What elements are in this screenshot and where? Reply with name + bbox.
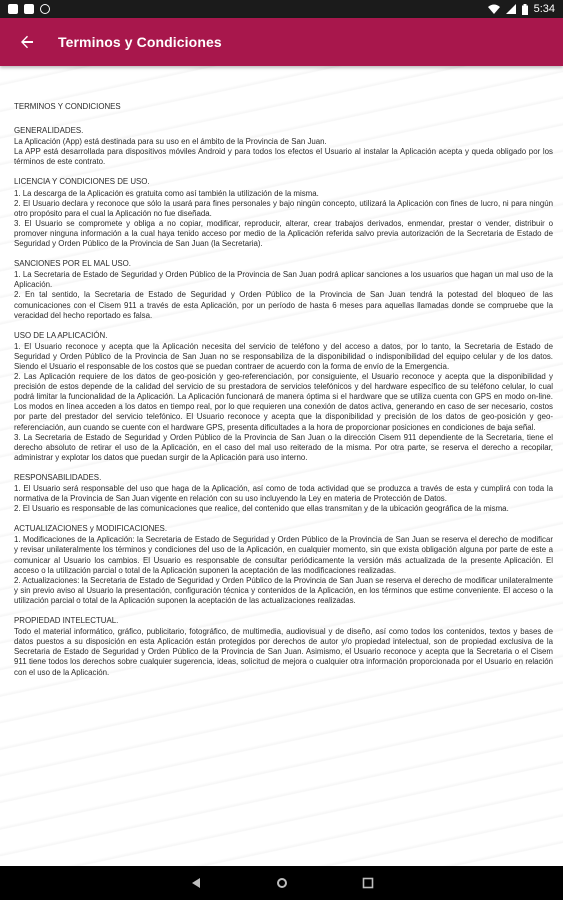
section-uso (14, 331, 553, 463)
wifi-icon (488, 4, 500, 14)
section-heading: GENERALIDADES. (14, 126, 84, 136)
back-triangle-icon (190, 877, 202, 889)
section-actualizaciones (14, 524, 553, 606)
section-paragraph: 3. La Secretaria de Estado de Seguridad y Orden Público de la Provincia de San Juan o la dirección Cisem 911 dependiente de la Secretaria, tiene el derecho absoluto de retirar el uso de la Aplicación, en el caso del mal uso reiterado de la misma. Por otra parte, se reserva el derecho a recopilar, administrar y explotar los datos que puedan surgir de la Aplicación para uso interno. (14, 432, 553, 462)
app-bar (0, 18, 563, 66)
section-paragraph: 2. El Usuario declara y reconoce que sólo la usará para fines personales y bajo ningún concepto, utilizará la Aplicación con fines de lucro, ni para ningún otro propósito para el cual la Aplicación no fue diseñada. (14, 198, 553, 218)
nav-recents-button[interactable] (360, 875, 376, 891)
battery-icon (522, 4, 528, 15)
terms-scroll-area[interactable] (0, 66, 563, 866)
section-paragraph: La Aplicación (App) está destinada para su uso en el ámbito de la Provincia de San Juan. (14, 137, 327, 147)
section-paragraph: Todo el material informático, gráfico, publicitario, fotográfico, de multimedia, audiovisual y de diseño, así como todos los contenidos, textos y bases de datos puestos a su disposición en esta Aplicación están protegidos por derechos de autor y/o propiedad intelectual, son de propiedad exclusiva de la Secretaria de Estado de Seguridad y Orden Público de la Provincia de San Juan. Asimismo, el Usuario reconoce y acepta que la Secretaria o el Cisem 911 tiene todos los derechos sobre cualquier sugerencia, ideas, solicitud de mejora o cualquier otra información proporcionada por el Usuario en relación con el uso de la Aplicación. (14, 627, 553, 677)
section-sanciones (14, 259, 553, 321)
page-title: Terminos y Condiciones (58, 34, 222, 50)
section-paragraph: 2. El Usuario es responsable de las comunicaciones que realice, del contenido que ellas transmitan y de la ubicación geográfica de la misma. (14, 504, 509, 514)
section-generalidades (14, 126, 553, 167)
section-paragraph: 2. Actualizaciones: la Secretaria de Estado de Seguridad y Orden Público de la Provincia de San Juan se reserva el derecho de modificar unilateralmente y sin previo aviso al Usuario la presentación, configuración técnica y contenidos de la Aplicación, en los términos que estime conveniente. El acceso o la utilización parcial o total de la Aplicación suponen la aceptación de las actualizaciones realizadas. (14, 575, 553, 605)
section-paragraph: 3. El Usuario se compromete y obliga a no copiar, modificar, reproducir, alterar, crear trabajos derivados, enmendar, prestar o vender, distribuir o promover ninguna información a la cual haya tenido acceso por medio de la Aplicación referida salvo previa autorización de la Secretaria de Estado de Seguridad y Orden Público de la Provincia de San Juan (la Secretaria). (14, 218, 553, 249)
section-paragraph: 1. La descarga de la Aplicación es gratuita como así también la utilización de la misma. (14, 188, 319, 198)
section-paragraph: 2. Las Aplicación requiere de los datos de geo-posición y geo-referenciación, por consiguiente, el Usuario reconoce y acepta que la disponibilidad y precisión de estos depende de la calidad del servicio de su prestadora de servicios telefónicos y del hardware específico de su teléfono celular, lo cual podrá limitar la funcionalidad de la Aplicación. La Aplicación funcionará de manera óptima si el hardware que se utiliza cuenta con GPS en modo on-line. Los modos en línea acceden a los datos en tiempo real, por lo que requieren una conexión de datos activa, generando en caso de ser necesario, costos por parte del prestador del servicio telefónico. El Usuario reconoce y acepta que la disponibilidad y precisión de los datos de geo-posición y geo-referenciación, aun cuando se cuente con el hardware GPS, presenta dificultades a la hora de proporcionar posiciones en condiciones de baja señal. (14, 372, 553, 432)
section-heading: ACTUALIZACIONES y MODIFICACIONES. (14, 524, 168, 534)
signal-icon (506, 4, 516, 14)
section-propiedad (14, 616, 553, 678)
section-paragraph: 1. La Secretaria de Estado de Seguridad y Orden Público de la Provincia de San Juan podrá aplicar sanciones a los usuarios que hagan un mal uso de la Aplicación. (14, 270, 553, 290)
status-bar (0, 0, 563, 18)
status-right-icons (488, 3, 555, 15)
back-button[interactable] (14, 29, 40, 55)
notification-icon (8, 4, 18, 14)
nav-home-button[interactable] (274, 875, 290, 891)
section-heading: PROPIEDAD INTELECTUAL. (14, 616, 119, 626)
section-heading: USO DE LA APLICACIÓN. (14, 330, 108, 340)
section-paragraph: 1. Modificaciones de la Aplicación: la Secretaria de Estado de Seguridad y Orden Público de la Provincia de San Juan se reserva el derecho de modificar y revisar unilateralmente los términos y condiciones del uso de la Aplicación, en cualquier momento, sin que exista obligación alguna por parte de este a comunicar al Usuario los cambios. El Usuario es responsable de consultar periódicamente la versión más actualizada de la presente Aplicación. El acceso o la utilización parcial o total de la Aplicación suponen la aceptación de las modificaciones realizadas. (14, 535, 553, 575)
section-paragraph: 1. El Usuario reconoce y acepta que la Aplicación necesita del servicio de teléfono y del acceso a datos, por lo tanto, la Secretaria de Estado de Seguridad y Orden Público de la Provincia de San Juan no se responsabiliza de la disponibilidad o indisponibilidad del equipo celular y de los datos. Siendo el Usuario el responsable de los costos que se puedan contraer de acuerdo con la forma de envío de la Emergencia. (14, 341, 553, 371)
recents-square-icon (362, 877, 374, 889)
home-circle-icon (275, 876, 289, 890)
section-responsabilidades (14, 473, 553, 514)
terms-document (14, 102, 553, 678)
circle-notification-icon (40, 4, 50, 14)
navigation-bar (0, 866, 563, 900)
section-paragraph: La APP está desarrollada para dispositivos móviles Android y para todos los efectos el Usuario al instalar la Aplicación acepta y queda obligado por los términos de este contrato. (14, 147, 553, 167)
status-left-icons (8, 4, 50, 14)
nav-back-button[interactable] (188, 875, 204, 891)
section-heading: SANCIONES POR EL MAL USO. (14, 259, 131, 269)
document-title: TERMINOS Y CONDICIONES (14, 102, 121, 111)
section-paragraph: 2. En tal sentido, la Secretaria de Estado de Seguridad y Orden Público de la Provincia de San Juan tendrá la potestad del bloqueo de las comunicaciones con el Cisem 911 a través de esta Aplicación, por un período de hasta 6 meses para aquellas llamadas donde se compruebe que la veracidad del hecho reportado es falsa. (14, 290, 553, 320)
section-licencia (14, 177, 553, 249)
status-time: 5:34 (533, 3, 555, 15)
section-heading: RESPONSABILIDADES. (14, 472, 102, 482)
sd-card-icon (24, 4, 34, 14)
section-paragraph: 1. El Usuario será responsable del uso que haga de la Aplicación, así como de toda actividad que se produzca a través de esta y cumplirá con toda la normativa de la Provincia de San Juan vigente en relación con su uso incluyendo la Ley en materia de Protección de Datos. (14, 484, 553, 504)
section-heading: LICENCIA Y CONDICIONES DE USO. (14, 177, 150, 187)
arrow-back-icon (20, 35, 34, 49)
